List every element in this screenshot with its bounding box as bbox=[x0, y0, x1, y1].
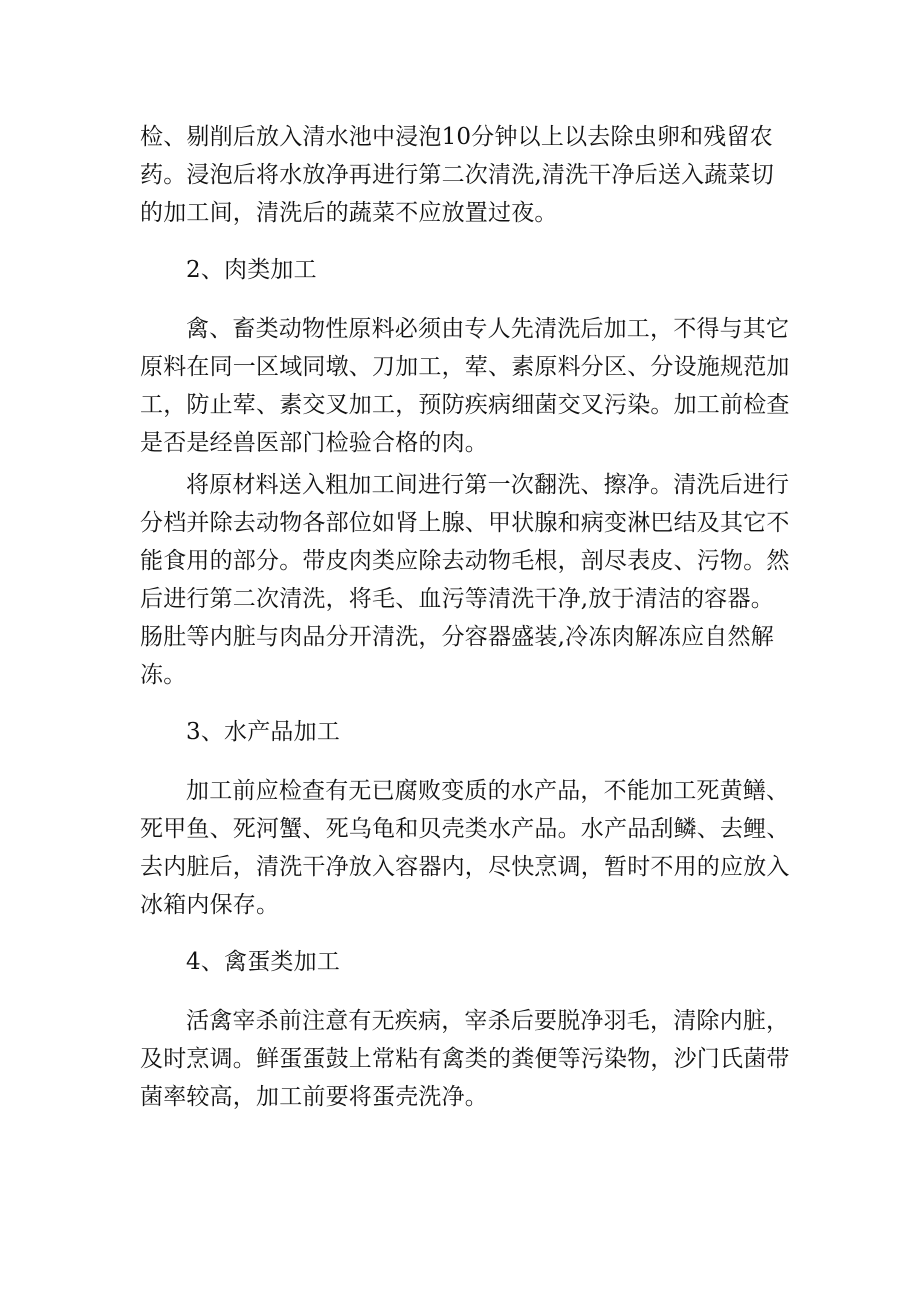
meat-paragraph-1 bbox=[140, 310, 790, 462]
text-line: 冰箱内保存。 bbox=[140, 892, 280, 918]
intro-paragraph bbox=[140, 118, 790, 232]
section-heading-poultry-egg: 4、禽蛋类加工 bbox=[186, 949, 341, 975]
section-heading-meat: 2、肉类加工 bbox=[186, 257, 317, 283]
poultry-egg-paragraph bbox=[140, 1002, 790, 1116]
text-line: 加工前应检查有无已腐败变质的水产品，不能加工死黄鳝、 bbox=[186, 778, 790, 804]
text-line: 肠肚等内脏与肉品分开清洗，分容器盛装,冷冻肉解冻应自然解 bbox=[140, 624, 774, 650]
text-line: 活禽宰杀前注意有无疾病，宰杀后要脱净羽毛，清除内脏， bbox=[186, 1008, 790, 1034]
text-line: 菌率较高，加工前要将蛋壳洗净。 bbox=[140, 1084, 488, 1110]
document-page bbox=[140, 118, 790, 1116]
text-line: 分档并除去动物各部位如肾上腺、甲状腺和病变淋巴结及其它不 bbox=[140, 510, 790, 536]
section-heading-aquatic: 3、水产品加工 bbox=[186, 719, 341, 745]
text-line: 及时烹调。鲜蛋蛋鼓上常粘有禽类的粪便等污染物，沙门氏菌带 bbox=[140, 1046, 790, 1072]
text-line: 去内脏后，清洗干净放入容器内，尽快烹调，暂时不用的应放入 bbox=[140, 854, 790, 880]
aquatic-paragraph bbox=[140, 772, 790, 924]
text-line: 原料在同一区域同墩、刀加工，荤、素原料分区、分设施规范加 bbox=[140, 354, 790, 380]
text-line: 能食用的部分。带皮肉类应除去动物毛根，剖尽表皮、污物。然 bbox=[140, 548, 790, 574]
text-line: 将原材料送入粗加工间进行第一次翻洗、擦净。清洗后进行 bbox=[186, 472, 790, 498]
text-line: 工，防止荤、素交叉加工，预防疾病细菌交叉污染。加工前检查 bbox=[140, 392, 790, 418]
text-line: 的加工间，清洗后的蔬菜不应放置过夜。 bbox=[140, 200, 558, 226]
text-line: 药。浸泡后将水放净再进行第二次清洗,清洗干净后送入蔬菜切 bbox=[140, 162, 774, 188]
text-line: 死甲鱼、死河蟹、死乌龟和贝壳类水产品。水产品刮鳞、去鲤、 bbox=[140, 816, 790, 842]
text-line: 后进行第二次清洗，将毛、血污等清洗干净,放于清洁的容器。 bbox=[140, 586, 774, 612]
meat-paragraph-2 bbox=[140, 466, 790, 694]
text-line: 检、剔削后放入清水池中浸泡10分钟以上以去除虫卵和残留农 bbox=[140, 124, 773, 150]
text-line: 冻。 bbox=[140, 662, 187, 688]
text-line: 禽、畜类动物性原料必须由专人先清洗后加工，不得与其它 bbox=[186, 316, 790, 342]
text-line: 是否是经兽医部门检验合格的肉。 bbox=[140, 430, 488, 456]
